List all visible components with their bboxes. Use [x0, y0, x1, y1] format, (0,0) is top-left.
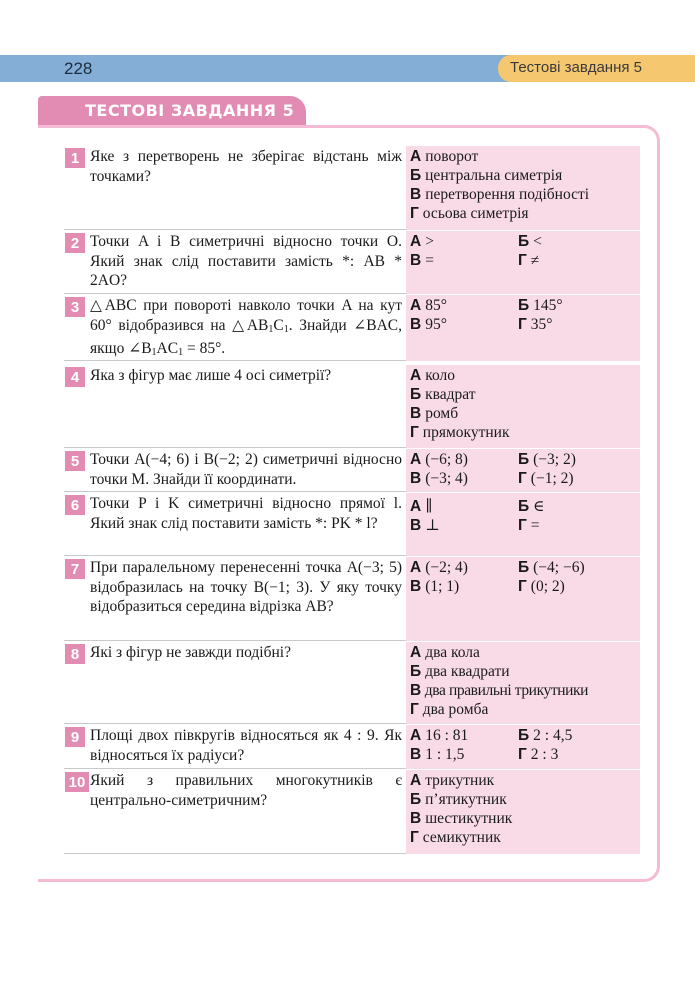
row-divider — [64, 768, 406, 769]
question-number: 3 — [65, 297, 85, 317]
option: Г два ромба — [410, 701, 489, 718]
option: В = — [410, 252, 434, 269]
option: Г осьова симетрія — [410, 205, 529, 222]
option: Б ∈ — [518, 498, 545, 515]
answer-options — [406, 365, 640, 448]
row-divider — [64, 853, 406, 854]
question-number: 9 — [65, 727, 85, 747]
question-row — [64, 725, 640, 769]
row-divider — [64, 640, 406, 641]
option: А (−6; 8) — [410, 451, 468, 468]
answer-options — [406, 557, 640, 641]
row-divider — [64, 360, 406, 361]
option: А трикутник — [410, 772, 495, 789]
option: А > — [410, 233, 434, 250]
option: Б < — [518, 233, 542, 250]
option: А коло — [410, 367, 455, 384]
option: Г семикутник — [410, 829, 501, 846]
question-number: 8 — [65, 644, 85, 664]
question-row — [64, 449, 640, 492]
option: А 85° — [410, 297, 447, 314]
option: А поворот — [410, 148, 479, 165]
option: Б центральна симетрія — [410, 167, 563, 184]
option: В шестикутник — [410, 810, 513, 827]
question-text: При паралельному перенесенні точка A(−3; 5) відобразилась на точку B(−1; 3). У яку точку відобразиться середина відрізка AB? — [90, 559, 402, 615]
title-tab — [38, 96, 306, 126]
option: А ∥ — [410, 498, 433, 515]
answer-options — [406, 231, 640, 294]
question-row — [64, 770, 640, 854]
answer-options — [406, 725, 640, 769]
option: В 1 : 1,5 — [410, 746, 465, 763]
option: В ромб — [410, 405, 459, 422]
answer-options — [406, 493, 640, 556]
option: В (1; 1) — [410, 578, 460, 595]
row-divider — [64, 491, 406, 492]
option: Г = — [518, 517, 540, 534]
question-number: 4 — [65, 367, 85, 387]
question-number: 7 — [65, 559, 85, 579]
option: Б 145° — [518, 297, 563, 314]
question-row — [64, 295, 640, 361]
question-text: Яке з перетворень не зберігає відстань між точками? — [90, 148, 402, 185]
section-tab — [498, 55, 695, 82]
question-number: 2 — [65, 233, 85, 253]
option: Б два квадрати — [410, 663, 510, 680]
question-text: Який з правильних многокутників є центрально-симетричним? — [90, 772, 402, 809]
option: Б (−3; 2) — [518, 451, 576, 468]
question-text: Яка з фігур має лише 4 осі симетрії? — [90, 367, 332, 384]
option: В (−3; 4) — [410, 470, 468, 487]
option: Г (0; 2) — [518, 578, 565, 595]
row-divider — [64, 723, 406, 724]
question-row — [64, 493, 640, 556]
option: Г (−1; 2) — [518, 470, 574, 487]
question-text: Площі двох півкругів відносяться як 4 : 9. Як відносяться їх радіуси? — [90, 727, 402, 764]
answer-options — [406, 449, 640, 492]
option: Г ≠ — [518, 252, 540, 269]
row-divider — [64, 447, 406, 448]
question-text: Які з фігур не завжди подібні? — [90, 644, 291, 661]
answer-options — [406, 146, 640, 230]
row-divider — [64, 293, 406, 294]
option: В 95° — [410, 316, 447, 333]
option: Б 2 : 4,5 — [518, 727, 573, 744]
row-divider — [64, 555, 406, 556]
question-number: 6 — [65, 495, 85, 515]
question-text: Точки A і B симетричні відносно точки O. Який знак слід поставити замість *: AB * 2AO? — [90, 233, 402, 289]
question-row — [64, 642, 640, 724]
option: Г 35° — [518, 316, 553, 333]
question-number: 1 — [65, 148, 85, 168]
row-divider — [64, 229, 406, 230]
question-row — [64, 231, 640, 294]
question-row — [64, 365, 640, 448]
option: Г 2 : 3 — [518, 746, 559, 763]
answer-options — [406, 642, 640, 724]
option: А 16 : 81 — [410, 727, 469, 744]
option: Г прямокутник — [410, 424, 510, 441]
option: В два правильні трикутники — [410, 682, 589, 699]
option: А два кола — [410, 644, 480, 661]
question-row — [64, 557, 640, 641]
question-row — [64, 146, 640, 230]
page-number: 228 — [64, 59, 93, 78]
option: Б п’ятикутник — [410, 791, 507, 808]
answer-options — [406, 770, 640, 854]
question-text: Точки P і K симетричні відносно прямої l. Який знак слід поставити замість *: PK * l? — [90, 495, 402, 532]
question-text: △ABC при повороті навколо точки A на кут 60° відобразився на $\triangle AB_1C_1$. Знайди ∠BAC, якщо $\angle B_1AC_1 = 85^\circ$. — [90, 297, 402, 358]
option: Б квадрат — [410, 386, 476, 403]
question-text: Точки A(−4; 6) і B(−2; 2) симетричні відносно точки M. Знайди її координати. — [90, 451, 402, 488]
option: В ⊥ — [410, 517, 440, 534]
page-title: ТЕСТОВІ ЗАВДАННЯ 5 — [85, 101, 295, 120]
question-number: 10 — [65, 772, 89, 792]
option: А (−2; 4) — [410, 559, 468, 576]
question-number: 5 — [65, 451, 85, 471]
section-label: Тестові завдання 5 — [510, 59, 642, 76]
option: В перетворення подібності — [410, 186, 590, 203]
answer-options — [406, 295, 640, 361]
option: Б (−4; −6) — [518, 559, 585, 576]
